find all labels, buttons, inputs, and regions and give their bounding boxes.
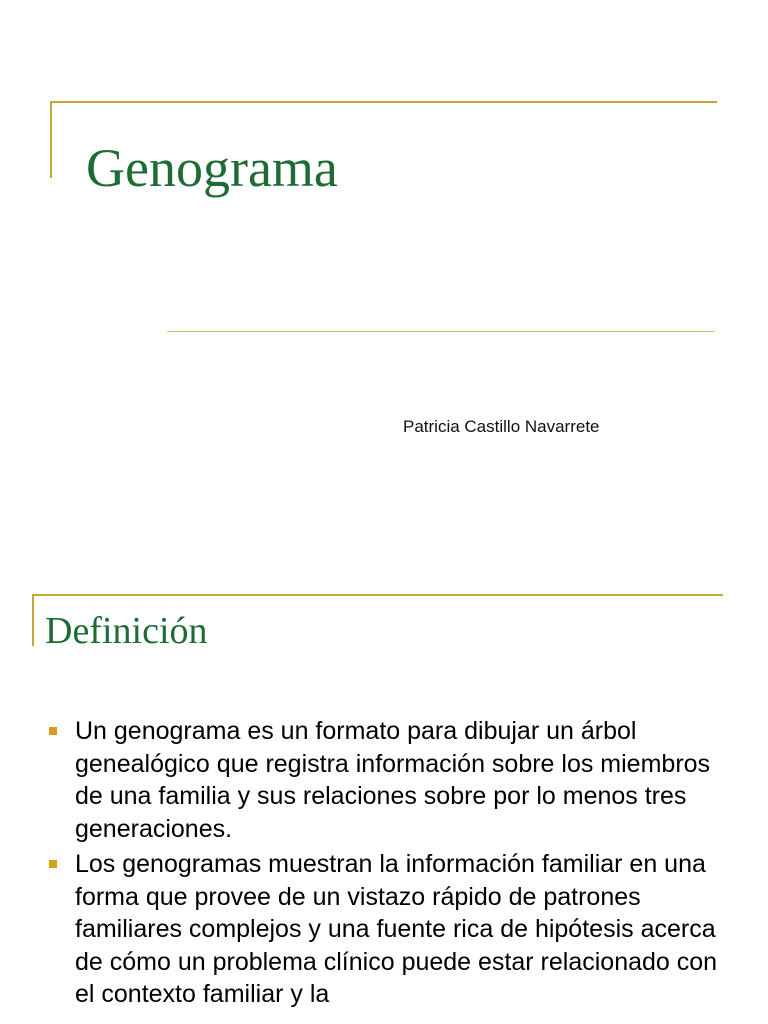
bullet-text: Un genograma es un formato para dibujar un árbol genealógico que registra información sobre los miembros de una familia y sus relaciones sobre por lo menos tres generaciones. bbox=[75, 717, 711, 843]
title-underline-rule bbox=[167, 331, 714, 332]
slide-title: Genograma bbox=[86, 138, 338, 198]
slide-title: Definición bbox=[45, 610, 208, 652]
definition-slide bbox=[0, 576, 768, 1024]
bullet-item bbox=[45, 715, 735, 845]
square-bullet-icon bbox=[49, 860, 57, 868]
slide-frame-left-rule bbox=[50, 101, 52, 178]
slide-frame-left-rule bbox=[32, 594, 34, 646]
slide-frame-top-rule bbox=[32, 594, 723, 596]
slide-frame-top-rule bbox=[50, 101, 717, 103]
bullet-list bbox=[45, 715, 735, 1014]
square-bullet-icon bbox=[49, 727, 57, 735]
slide-subtitle-author: Patricia Castillo Navarrete bbox=[403, 417, 600, 436]
bullet-text: Los genogramas muestran la información familiar en una forma que provee de un vistazo rápido de patrones familiares complejos y una fuente rica de hipótesis acerca de cómo un problema clínico puede estar relacionado con el contexto familiar y la bbox=[75, 850, 718, 1008]
bullet-item bbox=[45, 848, 735, 1011]
